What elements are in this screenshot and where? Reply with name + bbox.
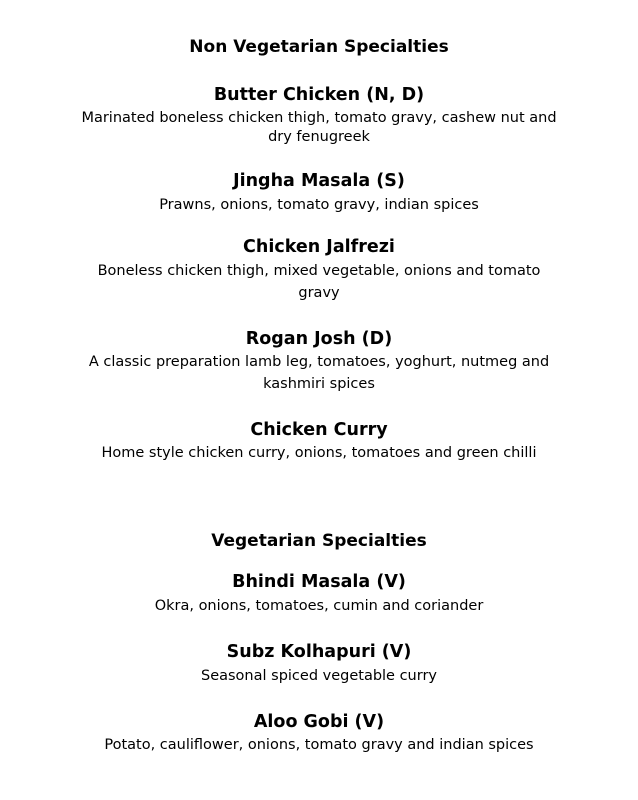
dish-description-butter-chicken-line-1: Marinated boneless chicken thigh, tomato gravy, cashew nut and [81,110,557,126]
dish-description-bhindi-masala: Okra, onions, tomatoes, cumin and coriander [154,598,484,614]
section-title-non-vegetarian: Non Vegetarian Specialties [189,37,449,57]
dish-description-chicken-jalfrezi-line-2: gravy [298,285,340,301]
dish-description-rogan-josh-line-2: kashmiri spices [263,376,375,392]
dish-description-chicken-curry: Home style chicken curry, onions, tomatoes and green chilli [101,445,537,461]
dish-description-jingha-masala: Prawns, onions, tomato gravy, indian spices [159,197,479,213]
dish-name-bhindi-masala: Bhindi Masala (V) [232,572,406,592]
dish-description-aloo-gobi: Potato, cauliflower, onions, tomato gravy and indian spices [104,737,534,753]
dish-description-rogan-josh-line-1: A classic preparation lamb leg, tomatoes, yoghurt, nutmeg and [88,354,550,370]
dish-description-subz-kolhapuri: Seasonal spiced vegetable curry [200,668,437,684]
dish-name-chicken-jalfrezi: Chicken Jalfrezi [243,237,395,257]
section-title-vegetarian: Vegetarian Specialties [211,531,427,551]
dish-name-subz-kolhapuri: Subz Kolhapuri (V) [226,642,412,662]
dish-name-chicken-curry: Chicken Curry [250,420,388,440]
dish-name-butter-chicken: Butter Chicken (N, D) [213,85,425,105]
dish-description-chicken-jalfrezi-line-1: Boneless chicken thigh, mixed vegetable, onions and tomato [97,263,541,279]
dish-name-jingha-masala: Jingha Masala (S) [233,171,405,191]
dish-name-rogan-josh: Rogan Josh (D) [245,329,393,349]
dish-description-butter-chicken-line-2: dry fenugreek [268,129,370,145]
dish-name-aloo-gobi: Aloo Gobi (V) [253,712,385,732]
